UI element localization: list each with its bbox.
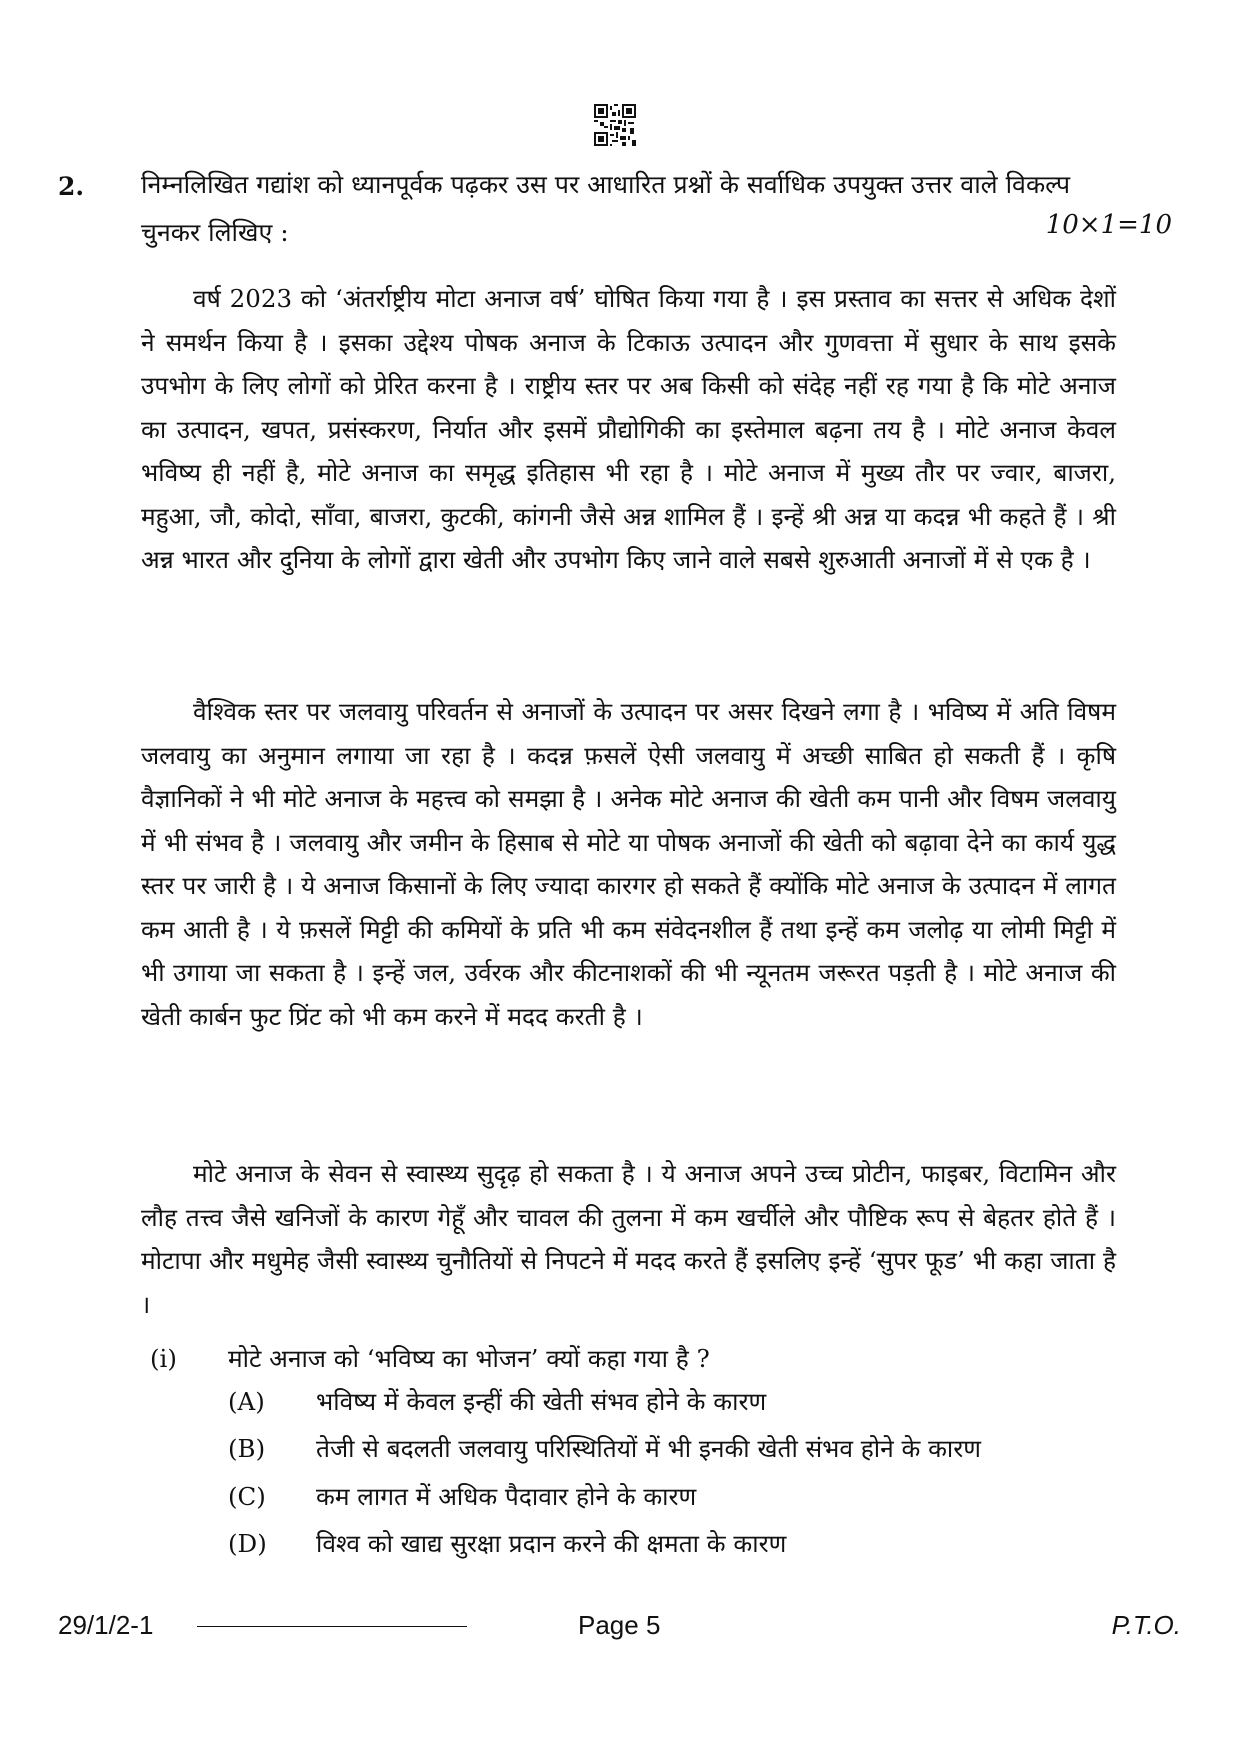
option-text: तेजी से बदलती जलवायु परिस्थितियों में भी इनकी खेती संभव होने के कारण bbox=[316, 1434, 982, 1463]
option-text: कम लागत में अधिक पैदावार होने के कारण bbox=[316, 1482, 697, 1511]
question-instruction: निम्नलिखित गद्यांश को ध्यानपूर्वक पढ़कर उस पर आधारित प्रश्नों के सर्वाधिक उपयुक्त उत्तर वाले विकल्प चुनकर लिखिए : bbox=[141, 170, 1071, 247]
option-text: विश्व को खाद्य सुरक्षा प्रदान करने की क्षमता के कारण bbox=[316, 1529, 787, 1558]
please-turn-over: P.T.O. bbox=[1111, 1610, 1181, 1640]
paper-code: 29/1/2-1 bbox=[58, 1610, 154, 1640]
passage-paragraph-1: वर्ष 2023 को ‘अंतर्राष्ट्रीय मोटा अनाज वर्ष’ घोषित किया गया है । इस प्रस्ताव का सत्तर से अधिक देशों ने समर्थन किया है । इसका उद्देश्य पोषक अनाज के टिकाऊ उत्पादन और गुणवत्ता में सुधार के साथ इसके उपभोग के लिए लोगों को प्रेरित करना है । राष्ट्रीय स्तर पर अब किसी को संदेह नहीं रह गया है कि मोटे अनाज का उत्पादन, खपत, प्रसंस्करण, निर्यात और इसमें प्रौद्योगिकी का इस्तेमाल बढ़ना तय है । मोटे अनाज केवल भविष्य ही नहीं है, मोटे अनाज का समृद्ध इतिहास भी रहा है । मोटे अनाज में मुख्य तौर पर ज्वार, बाजरा, महुआ, जौ, कोदो, साँवा, बाजरा, कुटकी, कांगनी जैसे अन्न शामिल हैं । इन्हें श्री अन्न या कदन्न भी कहते हैं । श्री अन्न भारत और दुनिया के लोगों द्वारा खेती और उपभोग किए जाने वाले सबसे शुरुआती अनाजों में से एक है । bbox=[141, 284, 1116, 574]
option-letter: (A) bbox=[228, 1387, 265, 1416]
subquestion-text: मोटे अनाज को ‘भविष्य का भोजन’ क्यों कहा गया है ? bbox=[228, 1344, 710, 1373]
option-text: भविष्य में केवल इन्हीं की खेती संभव होने के कारण bbox=[316, 1387, 767, 1416]
option-letter: (B) bbox=[228, 1434, 266, 1463]
qr-code-icon bbox=[594, 104, 636, 146]
passage-paragraph-2: वैश्विक स्तर पर जलवायु परिवर्तन से अनाजों के उत्पादन पर असर दिखने लगा है । भविष्य में अति विषम जलवायु का अनुमान लगाया जा रहा है । कदन्न फ़सलें ऐसी जलवायु में अच्छी साबित हो सकती हैं । कृषि वैज्ञानिकों ने भी मोटे अनाज के महत्त्व को समझा है । अनेक मोटे अनाज की खेती कम पानी और विषम जलवायु में भी संभव है । जलवायु और जमीन के हिसाब से मोटे या पोषक अनाजों की खेती को बढ़ावा देने का कार्य युद्ध स्तर पर जारी है । ये अनाज किसानों के लिए ज्यादा कारगर हो सकते हैं क्योंकि मोटे अनाज के उत्पादन में लागत कम आती है । ये फ़सलें मिट्टी की कमियों के प्रति भी कम संवेदनशील हैं तथा इन्हें कम जलोढ़ या लोमी मिट्टी में भी उगाया जा सकता है । इन्हें जल, उर्वरक और कीटनाशकों की भी न्यूनतम जरूरत पड़ती है । मोटे अनाज की खेती कार्बन फुट प्रिंट को भी कम करने में मदद करती है । bbox=[141, 697, 1116, 1031]
question-number: 2. bbox=[58, 172, 85, 201]
option-letter: (D) bbox=[228, 1529, 267, 1558]
marks-allocation: 10×1=10 bbox=[1045, 210, 1172, 240]
option-letter: (C) bbox=[228, 1482, 266, 1511]
passage-paragraph-3: मोटे अनाज के सेवन से स्वास्थ्य सुदृढ़ हो सकता है । ये अनाज अपने उच्च प्रोटीन, फाइबर, विटामिन और लौह तत्त्व जैसे खनिजों के कारण गेहूँ और चावल की तुलना में कम खर्चीले और पौष्टिक रूप से बेहतर होते हैं । मोटापा और मधुमेह जैसी स्वास्थ्य चुनौतियों से निपटने में मदद करते हैं इसलिए इन्हें ‘सुपर फूड’ भी कहा जाता है । bbox=[141, 1159, 1116, 1319]
subquestion-number: (i) bbox=[150, 1344, 177, 1373]
page-number: Page 5 bbox=[578, 1610, 661, 1640]
footer-divider bbox=[197, 1626, 467, 1627]
